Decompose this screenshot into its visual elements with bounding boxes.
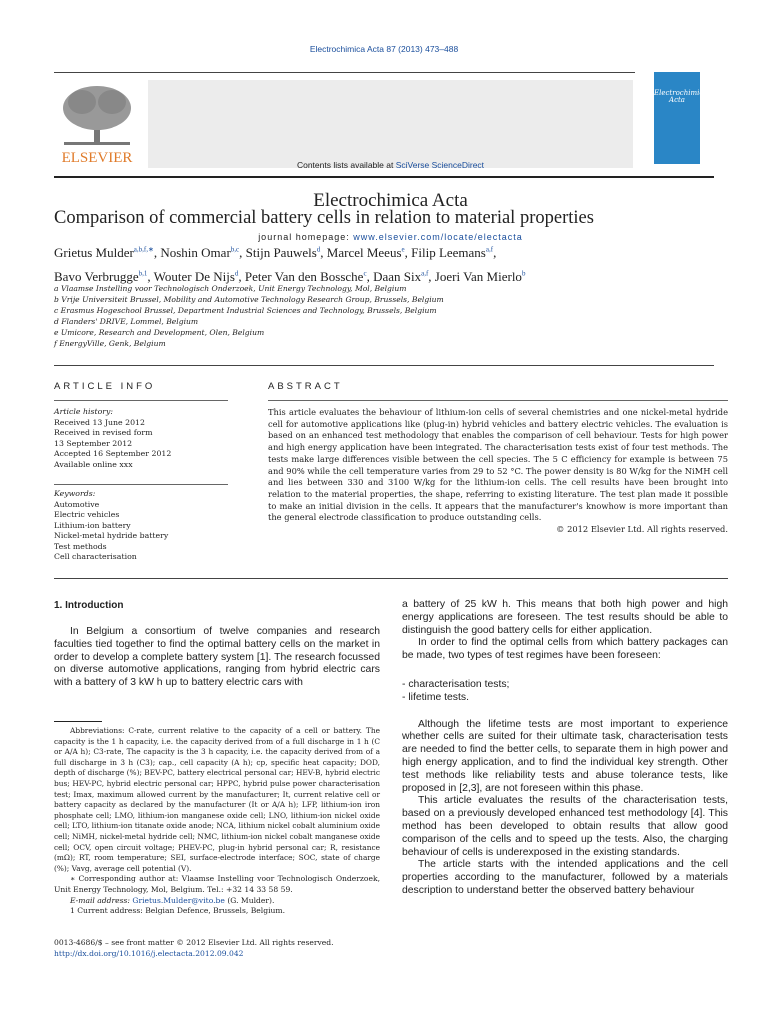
email-link[interactable]: Grietus.Mulder@vito.be xyxy=(132,895,225,905)
list-item: - characterisation tests; xyxy=(402,678,510,690)
keyword-item: Nickel-metal hydride battery xyxy=(54,531,169,540)
page-footer xyxy=(54,938,454,959)
paragraph-text: a battery of 25 kW h. This means that both high power and high energy applications are foreseen. The test results should be able to distinguish the good battery cells for either application. xyxy=(402,599,728,636)
keyword-item: Test methods xyxy=(54,541,107,551)
history-item: Received 13 June 2012 xyxy=(54,417,145,427)
keywords-label: Keywords: xyxy=(54,489,96,498)
author-name: Noshin Omar xyxy=(160,245,231,261)
contents-prefix: Contents lists available at xyxy=(296,160,396,170)
author-affil-sup[interactable]: e xyxy=(401,246,405,254)
author-name: Bavo Verbrugge xyxy=(54,268,139,284)
author-8 xyxy=(245,269,373,284)
contents-line xyxy=(148,160,633,170)
author-6 xyxy=(54,269,154,284)
paragraph-text: In Belgium a consortium of twelve companies and research faculties tied together to find the optimal battery cells on the market in order to develop a complete battery system [1]. The research focussed on diverse automotive applications, ranging from hybrid electric cars with a battery of 3 kW h up to battery electric cars with xyxy=(54,626,380,689)
intro-heading: 1. Introduction xyxy=(54,600,124,611)
article-info-rule xyxy=(54,400,228,401)
author-separator: , xyxy=(147,268,154,284)
right-column xyxy=(402,599,728,898)
list-item: - lifetime tests. xyxy=(402,691,469,703)
email-label: E-mail address: xyxy=(70,895,133,905)
article-history xyxy=(54,407,234,470)
author-name: Wouter De Nijs xyxy=(153,268,235,284)
history-label: Article history: xyxy=(54,407,114,416)
keyword-item: Cell characterisation xyxy=(54,552,137,561)
affiliation-item: b Vrije Universiteit Brussel, Mobility and Automotive Technology Research Group, Brussels, Belgium xyxy=(54,295,444,304)
author-3 xyxy=(246,245,327,260)
author-affil-sup[interactable]: b,1 xyxy=(138,269,148,278)
author-affil-sup[interactable]: a,f xyxy=(485,246,494,254)
abbreviations-footnote: Abbreviations: C-rate, current relative to the capacity of a cell or battery. The capacity is the 1 h capacity, i.e. the capacity derived from of a full discharge in 1 h (C or A/A h); C3-rate, The capacity is the 3 h capacity, i.e. the capacity derived from of a full discharge in 3 h (C3); cap., cell capacity (A h); cp, specific heat capacity; DOD, depth of discharge (%); BEV-PC, battery electrical personal car; HEV-B, hybrid electric bus; HEV-PC, hybrid electric personal car; HPPC, hybrid pulse power characterisation test; Imax, maximum allowed current by the manufacturer; It, current relative cell or battery capacity as declared by the manufacturer (It or A/A h); LFP, lithium-ion iron phosphate cell; LMO, lithium-ion manganese oxide cell; LNO, lithium-ion nickel oxide cell; LTO, lithium-ion titanate oxide anode; NCA, lithium nickel cobalt aluminium oxide cell; NiMH, nickel-metal hydride cell; NMC, lithium-ion nickel cobalt manganese oxide cell; OCV, open circuit voltage; PHEV-PC, plug-in hybrid personal car; R, resistance (mΩ); RT, room temperature; SEI, surface-electrode interface; SOC, state of charge (%); Vavg, average cell potential (V). xyxy=(54,726,380,873)
abstract-bottom-rule xyxy=(54,578,728,579)
keyword-item: Automotive xyxy=(54,499,100,509)
author-separator: , xyxy=(153,245,161,261)
author-name: Stijn Pauwels xyxy=(245,245,317,261)
author-7 xyxy=(154,269,245,284)
paragraph-text: In order to find the optimal cells from which battery packages can be made, two types of test regimes have been foreseen: xyxy=(402,637,728,662)
header-bottom-rule xyxy=(54,176,714,178)
author-name: Filip Leemans xyxy=(411,245,486,261)
keyword-item: Electric vehicles xyxy=(54,510,120,519)
author-name: Joeri Van Mierlo xyxy=(434,268,522,284)
keywords xyxy=(54,489,234,563)
author-affil-sup[interactable]: c xyxy=(363,269,367,278)
author-separator: , xyxy=(428,268,435,284)
abstract-copyright: © 2012 Elsevier Ltd. All rights reserved. xyxy=(556,524,728,535)
author-separator: , xyxy=(320,245,327,261)
author-5 xyxy=(411,245,496,260)
affiliation-item: a Vlaamse Instelling voor Technologisch Onderzoek, Unit Energy Technology, Mol, Belgium xyxy=(54,284,407,293)
author-separator: , xyxy=(404,245,412,261)
article-info-heading: ARTICLE INFO xyxy=(54,381,156,392)
author-affil-sup[interactable]: d xyxy=(234,269,239,278)
author-2 xyxy=(160,245,245,260)
test-regime-list xyxy=(402,679,728,705)
author-separator: , xyxy=(493,245,497,261)
author-1 xyxy=(54,245,160,260)
abstract-rule xyxy=(268,400,728,401)
homepage-link[interactable]: www.elsevier.com/locate/electacta xyxy=(353,232,523,242)
header-top-rule xyxy=(54,72,635,73)
email-footnote xyxy=(54,896,380,907)
paragraph-text: The article starts with the intended applications and the cell properties according to the manufacturer, followed by a materials description to understand better the observed battery behaviour xyxy=(402,859,728,896)
affiliation-item: e Umicore, Research and Development, Olen, Belgium xyxy=(54,328,265,337)
keywords-rule xyxy=(54,484,228,485)
author-name: Marcel Meeus xyxy=(326,245,402,261)
author-separator: , xyxy=(239,245,246,261)
author-affil-sup[interactable]: b,c xyxy=(230,246,240,254)
history-item: Accepted 16 September 2012 xyxy=(54,449,172,458)
doi-link[interactable]: http://dx.doi.org/10.1016/j.electacta.2012.09.042 xyxy=(54,948,244,958)
corresponding-author-footnote: ∗ Corresponding author at: Vlaamse Instelling voor Technologisch Onderzoek, Unit Energy Technology, Mol, Belgium. Tel.: +32 14 33 58 59. xyxy=(54,874,380,894)
history-item: Available online xxx xyxy=(54,459,133,469)
homepage-prefix: journal homepage: xyxy=(258,232,354,242)
section-rule xyxy=(54,365,714,366)
paragraph-text: Although the lifetime tests are most important to experience whether cells are suited for their ultimate task, characterisation tests are needed to find the better cells, to separate them in high power and high energy application, and to find the individual key strength. Other test methods like reliability tests and abuse tolerance tests, like proposed in [2,3], are not foreseen within this phase. xyxy=(402,718,728,794)
intro-paragraph-1 xyxy=(54,626,380,690)
affiliation-item: c Erasmus Hogeschool Brussel, Department Industrial Sciences and Technology, Brussels, Belgium xyxy=(54,306,437,315)
journal-citation[interactable]: Electrochimica Acta 87 (2013) 473–488 xyxy=(309,44,459,54)
issn-line: 0013-4686/$ – see front matter © 2012 Elsevier Ltd. All rights reserved. xyxy=(54,938,334,947)
keyword-item: Lithium-ion battery xyxy=(54,520,131,530)
cover-title: Electrochimica Acta xyxy=(654,89,708,104)
abstract-text: This article evaluates the behaviour of lithium-ion cells of several chemistries and one nickel-metal hydride cell for automotive applications like (plug-in) hybrid vehicles and battery electric vehicles. The evaluation is based on an enhanced test methodology that enables the comparison of cell behaviour. Tests for high power and high energy application have been integrated. The characterisation tests exist of four test methods. The tests make large differences visible between the cell species. The 5 C efficiency for example is between 75 and 90% while the cell temperature varies from 29 to 52 °C. The power density is 80 W/kg for the NiMH cell and lies between 330 and 3100 W/kg for the lithium-ion cells. The cell results have been brought into relation to the material properties, the shape, referring to existing literature. The test plan made it possible to make an initial division in the cells. It appears that the manufacturer's knowhow is more important than the general electrode classification to produce outstanding cells. xyxy=(268,407,728,523)
footnotes xyxy=(54,726,380,917)
author-separator: , xyxy=(238,268,245,284)
history-item: 13 September 2012 xyxy=(54,438,133,448)
affiliations xyxy=(54,283,714,349)
affiliation-item: f EnergyVille, Genk, Belgium xyxy=(54,339,166,348)
elsevier-tree-icon xyxy=(54,80,140,150)
journal-title: Electrochimica Acta xyxy=(313,190,468,211)
author-name: Grietus Mulder xyxy=(54,245,134,261)
author-4 xyxy=(327,245,411,260)
abstract xyxy=(268,407,728,536)
author-affil-sup[interactable]: b xyxy=(521,269,526,278)
abstract-heading: ABSTRACT xyxy=(268,381,343,392)
author-affil-sup[interactable]: a,f xyxy=(421,269,429,278)
current-address-footnote: 1 Current address: Belgian Defence, Brussels, Belgium. xyxy=(70,906,286,916)
author-9 xyxy=(373,269,435,284)
author-affil-sup[interactable]: a,b,f,∗ xyxy=(133,246,154,254)
publisher-wordmark: ELSEVIER xyxy=(61,150,133,166)
author-name: Peter Van den Bossche xyxy=(244,268,364,284)
author-affil-sup[interactable]: d xyxy=(316,246,321,254)
article-title: Comparison of commercial battery cells in relation to material properties xyxy=(54,208,594,228)
footnote-rule xyxy=(54,721,102,722)
email-suffix: (G. Mulder). xyxy=(224,895,275,905)
author-separator: , xyxy=(366,268,374,284)
affiliation-item: d Flanders' DRIVE, Lommel, Belgium xyxy=(54,317,199,326)
history-item: Received in revised form xyxy=(54,428,153,437)
paragraph-text: This article evaluates the results of the characterisation tests, based on a previously developed enhanced test methodology [4]. This method has been developed to obtain results that allow good comparison of the cells and to speed up the tests. Also, the charging behaviour of cells is underexposed in the existing standards. xyxy=(402,795,728,858)
journal-cover-image xyxy=(654,72,708,164)
author-list xyxy=(54,240,714,287)
sciencedirect-link[interactable]: SciVerse ScienceDirect xyxy=(395,160,485,170)
author-10 xyxy=(435,269,526,284)
author-name: Daan Six xyxy=(373,268,422,284)
